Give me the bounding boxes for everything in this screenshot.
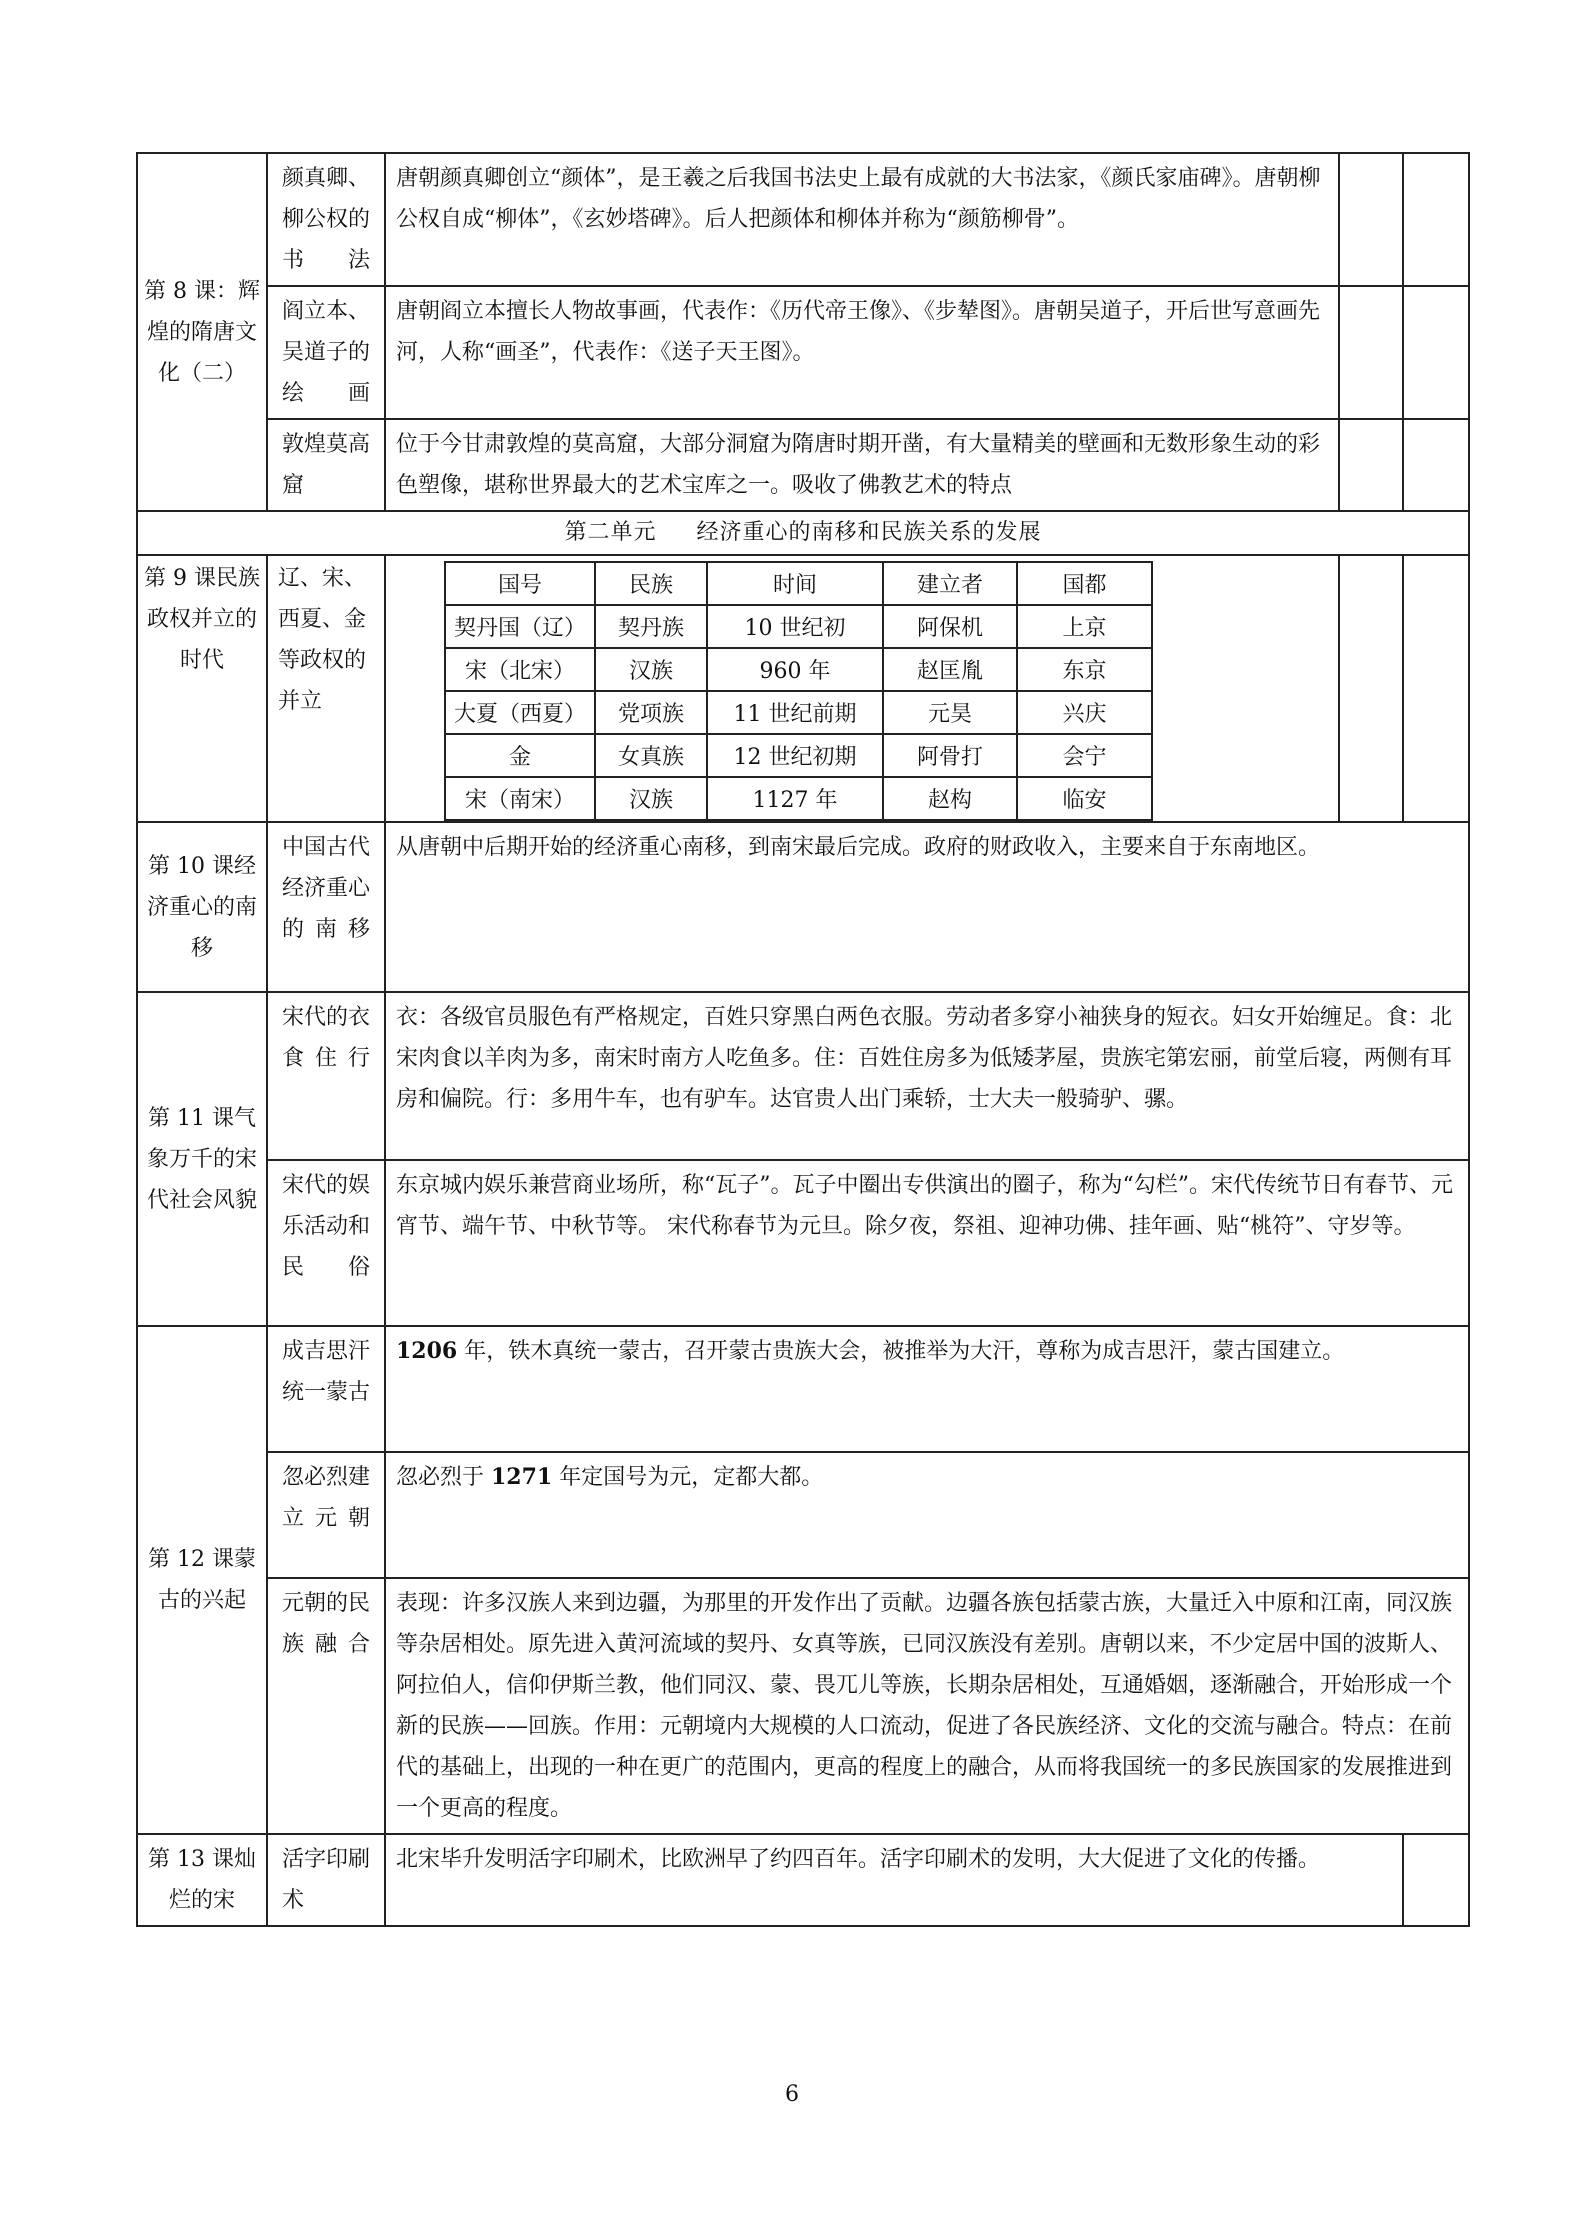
- content-cell: 从唐朝中后期开始的经济重心南移，到南宋最后完成。政府的财政收入，主要来自于东南地区。: [385, 822, 1469, 992]
- regimes-table: [444, 561, 1153, 821]
- regimes-row: 宋（北宋） 汉族 960 年 赵匡胤 东京: [445, 648, 1152, 691]
- unit-number: 第二单元: [564, 520, 657, 545]
- table-row: [137, 1160, 1469, 1326]
- table-row: [137, 822, 1469, 992]
- topic-cell: 宋代的娱乐活动和民俗: [267, 1160, 385, 1326]
- table-row: [137, 1326, 1469, 1452]
- topic-cell: 成吉思汗统一蒙古: [267, 1326, 385, 1452]
- unit-2-header: [137, 511, 1469, 555]
- page-number: 6: [785, 2082, 799, 2107]
- lesson-8-title: 第 8 课：辉煌的隋唐文化（二）: [137, 153, 267, 511]
- content-cell: 忽必烈于 1271 年定国号为元，定都大都。: [385, 1452, 1469, 1578]
- lesson-9-title: 第 9 课民族政权并立的时代: [137, 555, 267, 822]
- table-row: [137, 555, 1469, 822]
- table-row: [137, 286, 1469, 419]
- content-cell: 1206 年，铁木真统一蒙古，召开蒙古贵族大会，被推举为大汗，尊称为成吉思汗，蒙古国建立。: [385, 1326, 1469, 1452]
- table-row: [137, 419, 1469, 511]
- table-row: [137, 1452, 1469, 1578]
- topic-cell: 敦煌莫高窟: [267, 419, 385, 511]
- column-header: 建立者: [883, 562, 1017, 605]
- lesson-13-title: 第 13 课灿烂的宋: [137, 1834, 267, 1926]
- column-header: 国号: [445, 562, 595, 605]
- topic-cell: 忽必烈建立元朝: [267, 1452, 385, 1578]
- content-cell: 唐朝颜真卿创立“颜体”，是王羲之后我国书法史上最有成就的大书法家，《颜氏家庙碑》。唐朝柳公权自成“柳体”，《玄妙塔碑》。后人把颜体和柳体并称为“颜筋柳骨”。: [385, 153, 1339, 286]
- lesson-10-title: 第 10 课经济重心的南移: [137, 822, 267, 992]
- topic-cell: 中国古代经济重心的南移: [267, 822, 385, 992]
- regimes-row: 契丹国（辽） 契丹族 10 世纪初 阿保机 上京: [445, 605, 1152, 648]
- content-cell: 衣：各级官员服色有严格规定，百姓只穿黑白两色衣服。劳动者多穿小袖狭身的短衣。妇女开始缠足。食：北宋肉食以羊肉为多，南宋时南方人吃鱼多。住：百姓住房多为低矮茅屋，贵族宅第宏丽，前堂后寝，两侧有耳房和偏院。行：多用牛车，也有驴车。达官贵人出门乘轿，士大夫一般骑驴、骡。: [385, 992, 1469, 1160]
- regimes-header-row: [445, 562, 1152, 605]
- content-cell: 位于今甘肃敦煌的莫高窟，大部分洞窟为隋唐时期开凿，有大量精美的壁画和无数形象生动的彩色塑像，堪称世界最大的艺术宝库之一。吸收了佛教艺术的特点: [385, 419, 1339, 511]
- topic-cell: 颜真卿、柳公权的书法: [267, 153, 385, 286]
- content-cell: 东京城内娱乐兼营商业场所，称“瓦子”。瓦子中圈出专供演出的圈子，称为“勾栏”。宋代传统节日有春节、元宵节、端午节、中秋节等。 宋代称春节为元旦。除夕夜，祭祖、迎神功佛、挂年画、贴“桃符”、守岁等。: [385, 1160, 1469, 1326]
- topic-cell: 元朝的民族融合: [267, 1578, 385, 1834]
- table-row: [137, 992, 1469, 1160]
- regimes-table-cell: [385, 555, 1339, 822]
- regimes-row: 大夏（西夏） 党项族 11 世纪前期 元昊 兴庆: [445, 691, 1152, 734]
- lesson-11-title: 第 11 课气象万千的宋代社会风貌: [137, 992, 267, 1326]
- column-header: 时间: [707, 562, 883, 605]
- content-cell: 北宋毕升发明活字印刷术，比欧洲早了约四百年。活字印刷术的发明，大大促进了文化的传播。: [385, 1834, 1403, 1926]
- topic-cell: 阎立本、吴道子的绘画: [267, 286, 385, 419]
- lesson-12-title: 第 12 课蒙古的兴起: [137, 1326, 267, 1834]
- unit-header-row: [137, 511, 1469, 555]
- table-row: [137, 1834, 1469, 1926]
- topic-cell: 活字印刷术: [267, 1834, 385, 1926]
- topic-cell: 宋代的衣食住行: [267, 992, 385, 1160]
- column-header: 国都: [1017, 562, 1152, 605]
- topic-cell: 辽、宋、西夏、金等政权的并立: [267, 555, 385, 822]
- history-table: [136, 152, 1470, 1927]
- table-row: [137, 1578, 1469, 1834]
- content-cell: 唐朝阎立本擅长人物故事画，代表作：《历代帝王像》、《步辇图》。唐朝吴道子，开后世写意画先河，人称“画圣”，代表作：《送子天王图》。: [385, 286, 1339, 419]
- unit-title: 经济重心的南移和民族关系的发展: [696, 520, 1042, 545]
- regimes-row: 金 女真族 12 世纪初期 阿骨打 会宁: [445, 734, 1152, 777]
- content-cell: 表现：许多汉族人来到边疆，为那里的开发作出了贡献。边疆各族包括蒙古族，大量迁入中原和江南，同汉族等杂居相处。原先进入黄河流域的契丹、女真等族，已同汉族没有差别。唐朝以来，不少定居中国的波斯人、阿拉伯人，信仰伊斯兰教，他们同汉、蒙、畏兀儿等族，长期杂居相处，互通婚姻，逐渐融合，开始形成一个新的民族——回族。作用：元朝境内大规模的人口流动，促进了各民族经济、文化的交流与融合。特点：在前代的基础上，出现的一种在更广的范围内，更高的程度上的融合，从而将我国统一的多民族国家的发展推进到一个更高的程度。: [385, 1578, 1469, 1834]
- column-header: 民族: [595, 562, 707, 605]
- regimes-row: 宋（南宋） 汉族 1127 年 赵构 临安: [445, 777, 1152, 820]
- table-row: [137, 153, 1469, 286]
